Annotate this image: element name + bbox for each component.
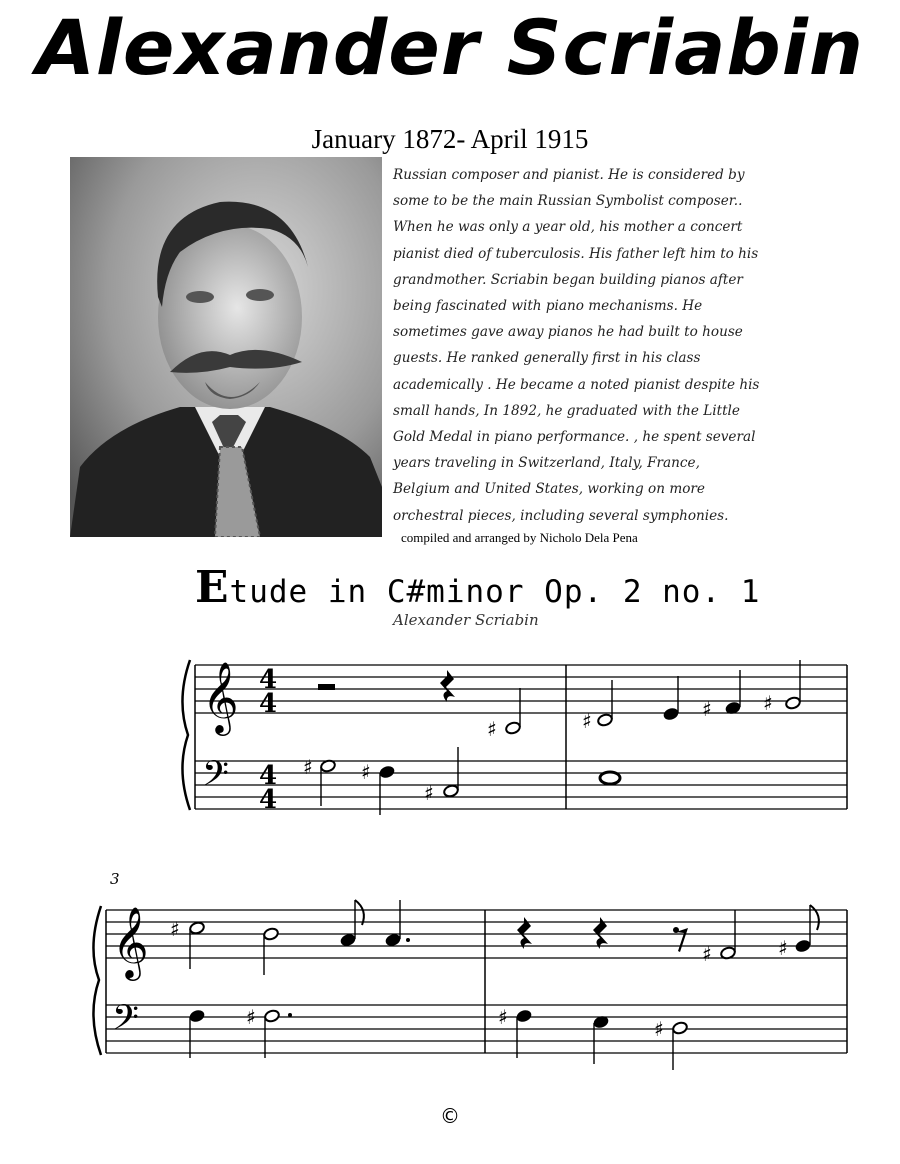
- system1-brace: [182, 660, 190, 810]
- bio-line: sometimes gave away pianos he had built to house: [393, 324, 743, 341]
- bio-line: grandmother. Scriabin began building pianos after: [393, 271, 743, 288]
- system2-bass-staff: [106, 1005, 847, 1053]
- note-b-half: [263, 927, 280, 941]
- note-g-sharp-eighth: [795, 939, 812, 953]
- sharp-sign: ♯: [702, 942, 712, 966]
- score-composer: Alexander Scriabin: [393, 611, 539, 629]
- note-g-sharp-half: [785, 696, 802, 710]
- bass-time-sig-bottom: 4: [258, 785, 278, 815]
- eighth-rest: [673, 927, 688, 952]
- sharp-sign: ♯: [361, 760, 371, 784]
- bio-line: academically . He became a noted pianist despite his: [393, 376, 760, 393]
- sharp-sign: ♯: [487, 717, 497, 741]
- quarter-rest: [440, 670, 455, 702]
- note-e-quarter: [663, 707, 680, 721]
- system1-bass-clef: 𝄢: [202, 753, 230, 802]
- sharp-sign: ♯: [424, 781, 434, 805]
- note-bass-d-sharp-half: [672, 1021, 689, 1035]
- note-bass-f-sharp-quarter: [379, 765, 396, 779]
- half-rest: [318, 684, 335, 690]
- sharp-sign: ♯: [303, 755, 313, 779]
- bio-line: When he was only a year old, his mother a concert: [393, 219, 743, 236]
- piece-title-rest: tude in C#minor Op. 2 no. 1: [229, 574, 761, 610]
- system1-bass-staff: [195, 761, 847, 809]
- bio-line: Gold Medal in piano performance. , he spent several: [393, 429, 756, 446]
- system2-bass-clef: 𝄢: [112, 997, 140, 1046]
- bio-line: years traveling in Switzerland, Italy, France,: [393, 455, 700, 472]
- sharp-sign: ♯: [582, 709, 592, 733]
- bio-line: guests. He ranked generally first in his class: [393, 350, 701, 367]
- note-a-dotted-quarter: [385, 933, 402, 947]
- arranger-credit: compiled and arranged by Nicholo Dela Pena: [401, 530, 638, 545]
- system2-brace: [93, 906, 101, 1055]
- treble-time-sig-bottom: 4: [258, 689, 278, 719]
- bio-line: Belgium and United States, working on more: [393, 481, 705, 498]
- bio-line: Russian composer and pianist. He is considered by: [393, 167, 745, 183]
- bio-line: orchestral pieces, including several symphonies.: [393, 507, 729, 524]
- treble-time-sig-top: 4: [258, 665, 278, 695]
- note-bass-e-whole: [600, 772, 620, 784]
- system2-treble-clef: 𝄞: [112, 905, 149, 978]
- sharp-sign: ♯: [246, 1005, 256, 1029]
- note-bass-c-sharp-half: [443, 784, 460, 798]
- bio-line: pianist died of tuberculosis. His father left him to his: [393, 245, 759, 262]
- piece-title-initial: E: [195, 562, 230, 613]
- note-d-sharp-half: [597, 713, 614, 727]
- bio-line: some to be the main Russian Symbolist composer..: [393, 193, 743, 210]
- note-a-eighth: [340, 933, 357, 947]
- bio-line: small hands, In 1892, he graduated with the Little: [393, 402, 740, 419]
- sharp-sign: ♯: [498, 1005, 508, 1029]
- measure-number: 3: [110, 870, 120, 888]
- note-bass-f-sharp-quarter: [516, 1009, 533, 1023]
- system1-treble-staff: [195, 665, 847, 713]
- composer-dates: January 1872- April 1915: [311, 124, 589, 154]
- system2-treble-staff: [106, 910, 847, 958]
- sharp-sign: ♯: [654, 1017, 664, 1041]
- page-title: Alexander Scriabin: [36, 3, 864, 92]
- sharp-sign: ♯: [778, 936, 788, 960]
- sharp-sign: ♯: [763, 691, 773, 715]
- copyright-symbol: ©: [440, 1104, 460, 1128]
- note-c-sharp-half: [505, 721, 522, 735]
- note-bass-f-quarter: [189, 1009, 206, 1023]
- note-bass-f-sharp-dotted-half: [264, 1009, 281, 1023]
- sharp-sign: ♯: [702, 697, 712, 721]
- system1-treble-clef: 𝄞: [202, 660, 239, 733]
- sharp-sign: ♯: [170, 917, 180, 941]
- bass-time-sig-top: 4: [258, 761, 278, 791]
- note-c-sharp-half: [189, 921, 206, 935]
- bio-line: being fascinated with piano mechanisms. He: [393, 298, 703, 315]
